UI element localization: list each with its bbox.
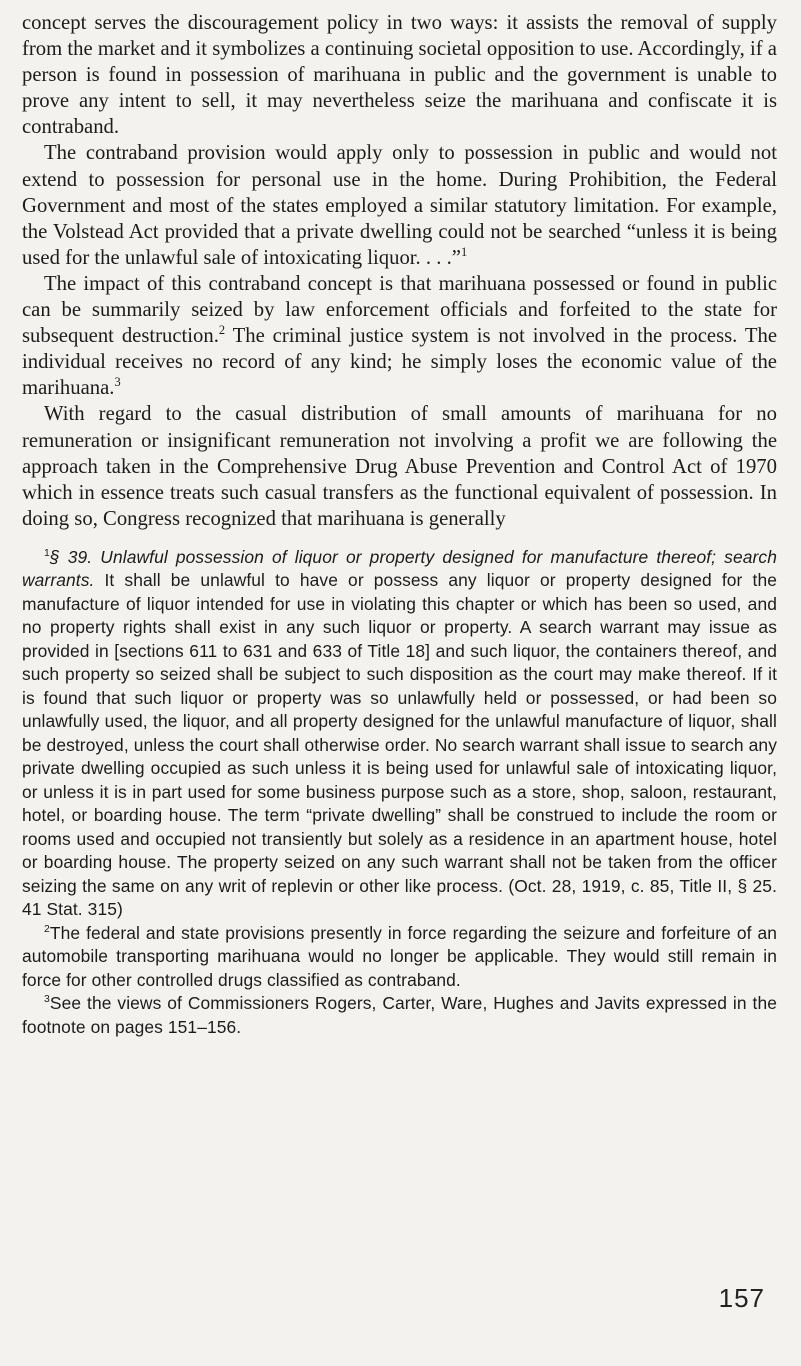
paragraph-3: The impact of this contraband concept is that marihuana possessed or found in public can be summarily seized by law enforcement officials and forfeited to the state for subsequent destruction.$^2$ The criminal justice system is not involved in the process. The individual receives no record of any kind; he simply loses the economic value of the marihuana.$^3$: [22, 272, 778, 400]
footnote-marker-3: 3: [44, 994, 50, 1006]
page-number: 157: [718, 1283, 765, 1313]
footnote-3: $^3$See the views of Commissioners Rogers, Carter, Ware, Hughes and Javits expressed in the footnote on pages 151–156.: [22, 993, 777, 1037]
paragraph-1: concept serves the discouragement policy in two ways: it assists the removal of supply from the market and it symbolizes a continuing societal opposition to use. Accordingly, if a person is found in possession of marihuana in public and the government is unable to prove any intent to sell, it may nevertheless seize the marihuana and confiscate it is contraband.: [22, 12, 777, 139]
footnote-ref-3[interactable]: 3: [114, 375, 121, 390]
body-text: [22, 10, 777, 532]
footnote-1-heading: § 39. Unlawful possession of liquor or property designed for manufacture thereof; search warrants.: [22, 546, 777, 591]
footnote-marker-2: 2: [44, 924, 50, 936]
footnotes: [22, 546, 777, 1040]
footnote-2: $^2$The federal and state provisions presently in force regarding the seizure and forfeiture of an automobile transporting marihuana would no longer be applicable. They would still remain in force for other controlled drugs classified as contraband.: [22, 922, 777, 990]
paragraph-4: With regard to the casual distribution of small amounts of marihuana for no remuneration or insignificant remuneration not involving a profit we are following the approach taken in the Comprehensive Drug Abuse Prevention and Control Act of 1970 which in essence treats such casual transfers as the functional equivalent of possession. In doing so, Congress recognized that marihuana is generally: [22, 403, 777, 530]
footnote-ref-1[interactable]: 1: [460, 244, 468, 259]
footnote-ref-2[interactable]: 2: [218, 323, 226, 338]
footnote-marker-1: 1: [44, 548, 50, 560]
footnote-1: $^1$§ 39. Unlawful possession of liquor or property designed for manufacture thereof; search warrants. It shall be unlawful to have or possess any liquor or property designed for the manufacture of liquor intended for use in violating this chapter or which has been so used, and no property rights shall exist in any such liquor or property. A search warrant may issue as provided in [sections 611 to 631 and 633 of Title 18] and such liquor, the containers thereof, and such property so seized shall be subject to such disposition as the court may make thereof. If it is found that such liquor or property was so unlawfully held or possessed, or had been so unlawfully used, the liquor, and all property designed for the unlawful manufacture of liquor, shall be destroyed, unless the court shall otherwise order. No search warrant shall issue to search any private dwelling occupied as such unless it is being used for unlawful sale of intoxicating liquor, or unless it is in part used for some business purpose such as a store, shop, saloon, restaurant, hotel, or boarding house. The term “private dwelling” shall be construed to include the room or rooms used and occupied not transiently but solely as a residence in an apartment house, hotel or boarding house. The property seized on any such warrant shall not be taken from the officer seizing the same on any writ of replevin or other like process. (Oct. 28, 1919, c. 85, Title II, § 25. 41 Stat. 315): [22, 546, 777, 920]
paragraph-2: The contraband provision would apply only to possession in public and would not extend to possession for personal use in the home. During Prohibition, the Federal Government and most of the states employed a similar statutory limitation. For example, the Volstead Act provided that a private dwelling could not be searched “unless it is being used for the unlawful sale of intoxicating liquor. . . .”$^1$: [22, 142, 777, 269]
